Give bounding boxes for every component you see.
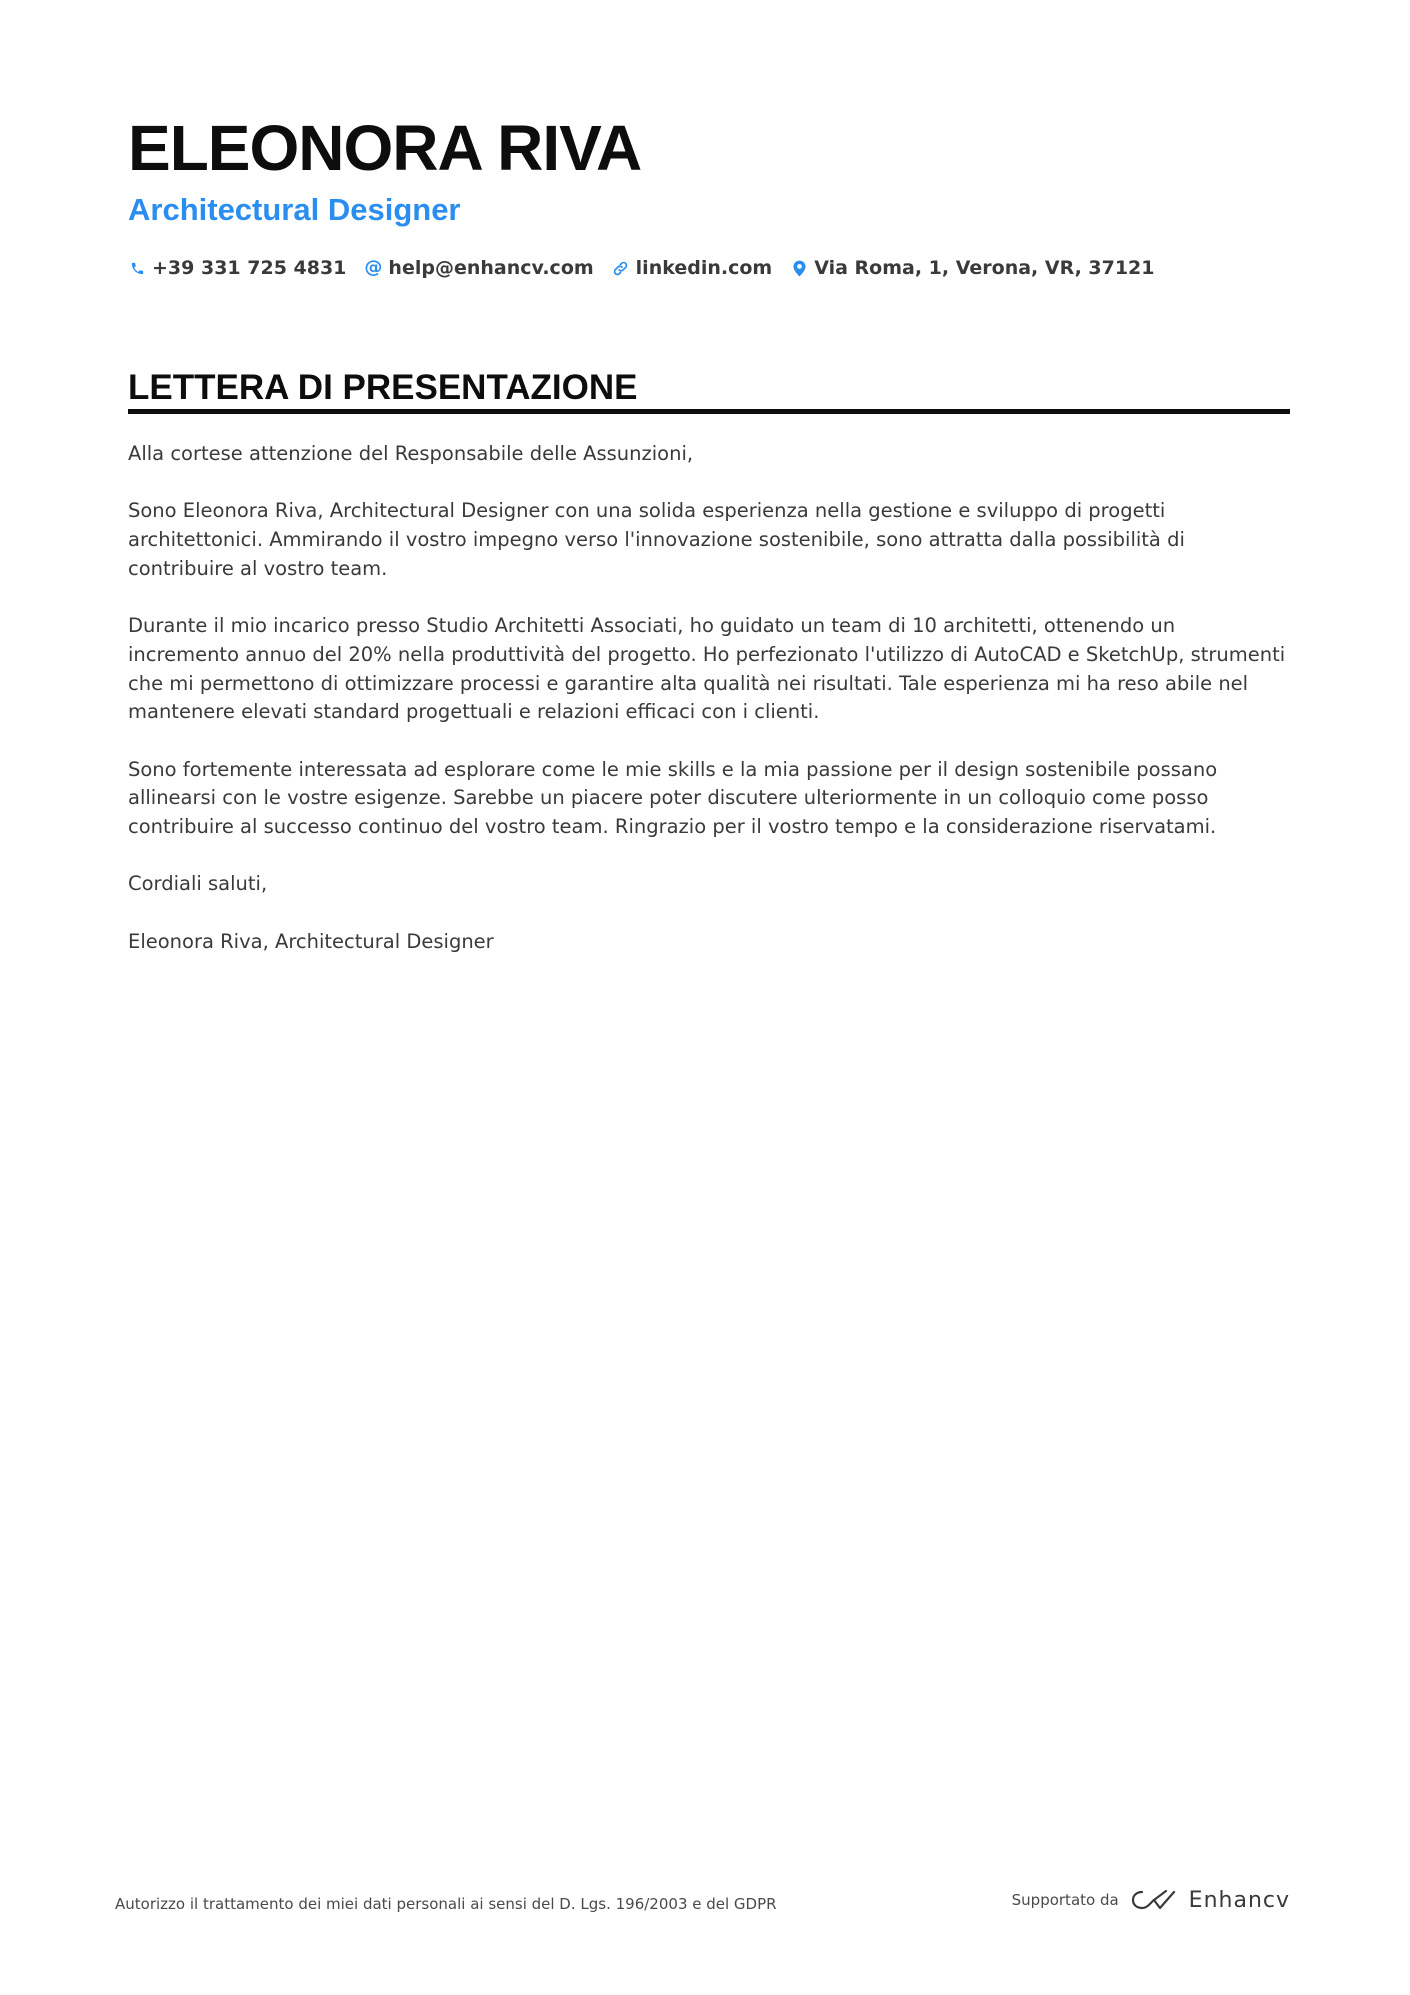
candidate-role: Architectural Designer bbox=[128, 192, 461, 227]
link-icon bbox=[612, 259, 630, 277]
contact-bar bbox=[128, 252, 1155, 284]
contact-address bbox=[790, 257, 1154, 279]
at-icon: @ bbox=[364, 257, 383, 278]
letter-paragraph: Sono Eleonora Riva, Architectural Designer con una solida esperienza nella gestione e sviluppo di progetti architettonici. Ammirando il vostro impegno verso l'innovazione sostenibile, sono attratta dalla possibilità di contribuire al vostro team. bbox=[128, 499, 1185, 580]
contact-linkedin-text[interactable]: linkedin.com bbox=[635, 257, 773, 279]
privacy-consent-note: Autorizzo il trattamento dei miei dati personali ai sensi del D. Lgs. 196/2003 e del GDPR bbox=[115, 1895, 777, 1913]
contact-address-text: Via Roma, 1, Verona, VR, 37121 bbox=[814, 257, 1155, 279]
enhancv-mark-icon bbox=[1131, 1887, 1177, 1913]
letter-paragraph: Durante il mio incarico presso Studio Architetti Associati, ho guidato un team di 10 architetti, ottenendo un incremento annuo del 20% nella produttività del progetto. Ho perfezionato l'utilizzo di AutoCAD e SketchUp, strumenti che mi permettono di ottimizzare processi e garantire alta qualità nei risultati. Tale esperienza mi ha reso abile nel mantenere elevati standard progettuali e relazioni efficaci con i clienti. bbox=[128, 614, 1286, 724]
letter-paragraph: Sono fortemente interessata ad esplorare come le mie skills e la mia passione per il design sostenibile possano allinearsi con le vostre esigenze. Sarebbe un piacere poter discutere ulteriormente in un colloquio come posso contribuire al successo continuo del vostro team. Ringrazio per il vostro tempo e la considerazione riservatami. bbox=[128, 757, 1218, 839]
enhancv-brand-name: Enhancv bbox=[1188, 1887, 1290, 1913]
letter-body bbox=[128, 440, 1290, 985]
section-divider bbox=[128, 409, 1290, 414]
contact-email-text[interactable]: help@enhancv.com bbox=[388, 257, 594, 279]
phone-icon bbox=[128, 259, 146, 277]
powered-by bbox=[1012, 1887, 1290, 1913]
contact-phone bbox=[128, 257, 346, 279]
location-pin-icon bbox=[790, 259, 808, 277]
letter-closing: Cordiali saluti, bbox=[128, 872, 268, 896]
contact-email[interactable] bbox=[364, 257, 593, 279]
candidate-name: ELEONORA RIVA bbox=[128, 112, 642, 184]
powered-by-label: Supportato da bbox=[1011, 1891, 1119, 1909]
section-title: LETTERA DI PRESENTAZIONE bbox=[128, 368, 638, 407]
letter-signature: Eleonora Riva, Architectural Designer bbox=[128, 929, 494, 953]
enhancv-logo[interactable] bbox=[1131, 1887, 1290, 1913]
letter-greeting: Alla cortese attenzione del Responsabile delle Assunzioni, bbox=[128, 442, 694, 465]
contact-phone-text: +39 331 725 4831 bbox=[152, 257, 347, 279]
contact-linkedin[interactable] bbox=[612, 257, 773, 279]
